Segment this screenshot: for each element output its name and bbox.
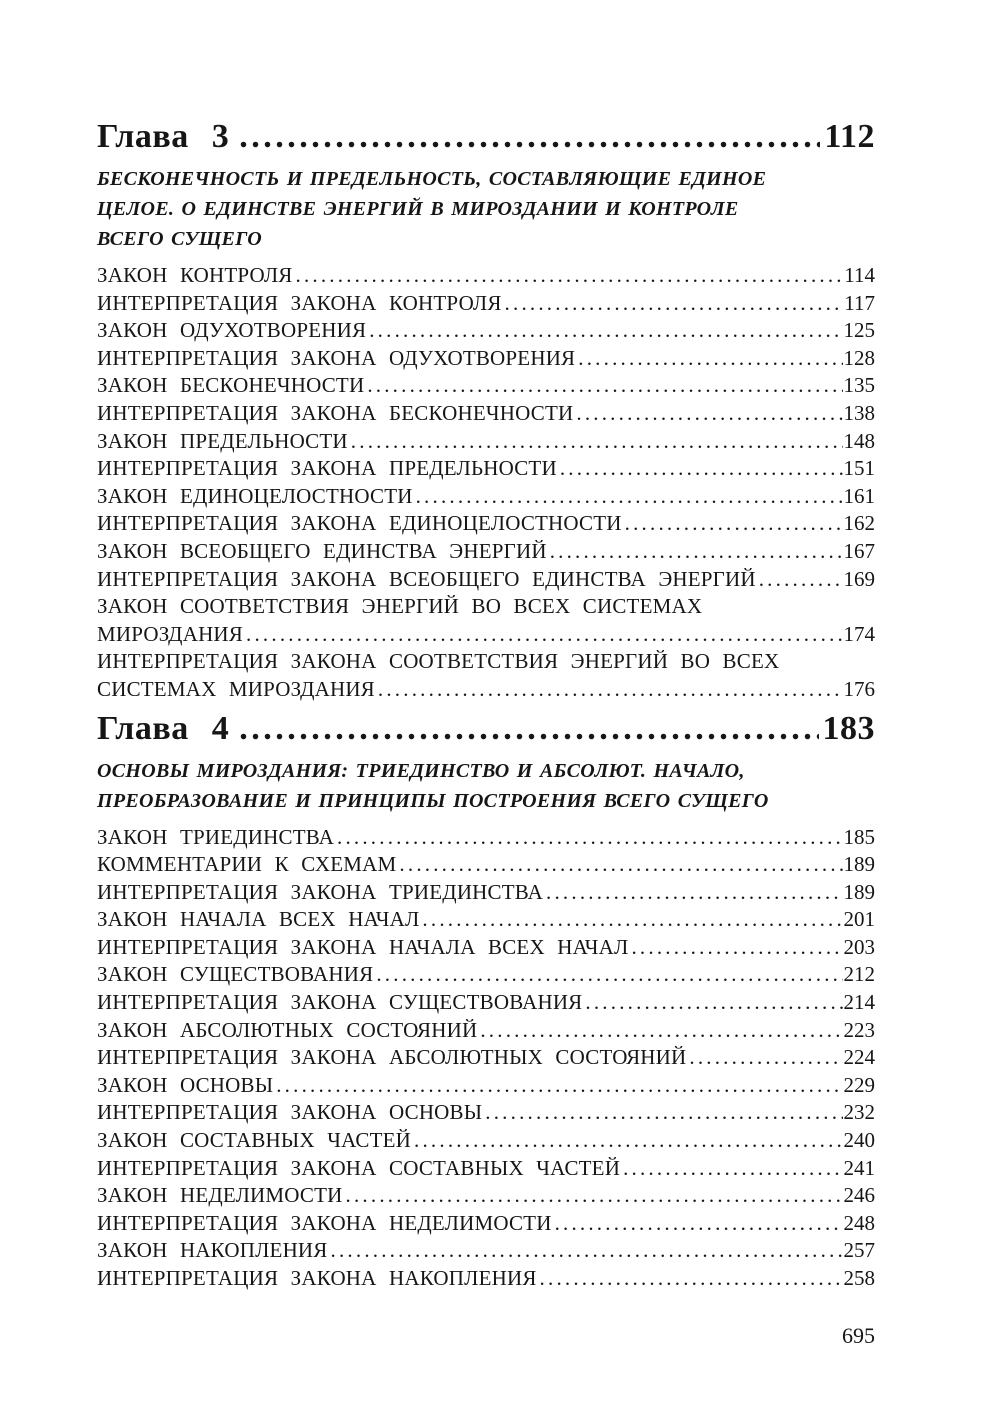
toc-entry-line — [97, 961, 875, 989]
toc-entry-title: ИНТЕРПРЕТАЦИЯ ЗАКОНА ОСНОВЫ — [97, 1100, 483, 1125]
toc-chapter-section — [97, 710, 875, 1293]
toc-entry-line — [97, 428, 875, 456]
toc-entry-line — [97, 1017, 875, 1045]
toc-entry-page-number: 185 — [843, 824, 875, 849]
dot-leader — [246, 621, 842, 649]
chapter-subtitle — [97, 756, 875, 816]
entry-list — [97, 262, 875, 704]
toc-entry-line — [97, 851, 875, 879]
toc-entry-page-number: 257 — [843, 1238, 875, 1263]
toc-entry-title: ИНТЕРПРЕТАЦИЯ ЗАКОНА СООТВЕТСТВИЯ ЭНЕРГИЙ ВО ВСЕХ — [97, 649, 780, 674]
toc-entry-title: ЗАКОН ПРЕДЕЛЬНОСТИ — [97, 428, 348, 453]
dot-leader — [576, 400, 842, 428]
toc-entry-line — [97, 566, 875, 594]
toc-entry-line — [97, 1265, 875, 1293]
toc-entry-line — [97, 879, 875, 907]
dot-leader — [276, 1072, 842, 1100]
toc-entry-line — [97, 290, 875, 318]
dot-leader — [555, 1210, 843, 1238]
toc-entry-line — [97, 1072, 875, 1100]
toc-entry-page-number: 189 — [843, 852, 875, 877]
toc-entry-title: ЗАКОН НАЧАЛА ВСЕХ НАЧАЛ — [97, 907, 420, 932]
toc-entry-page-number: 240 — [843, 1128, 875, 1153]
toc-entry-line — [97, 345, 875, 373]
dot-leader — [623, 1155, 842, 1183]
toc-entry-page-number: 128 — [843, 345, 875, 370]
toc-entry-page-number: 232 — [843, 1100, 875, 1125]
toc-entry-page-number: 125 — [843, 318, 875, 343]
dot-leader — [296, 262, 844, 290]
toc-entry-line — [97, 1127, 875, 1155]
toc-entry-title: ИНТЕРПРЕТАЦИЯ ЗАКОНА СОСТАВНЫХ ЧАСТЕЙ — [97, 1155, 621, 1180]
toc-entry-title: ИНТЕРПРЕТАЦИЯ ЗАКОНА НАЧАЛА ВСЕХ НАЧАЛ — [97, 934, 629, 959]
toc-entry-page-number: 151 — [843, 456, 875, 481]
toc-entry-title: ЗАКОН ОСНОВЫ — [97, 1072, 274, 1097]
dot-leader — [689, 1044, 842, 1072]
chapter-heading — [97, 118, 875, 156]
toc-entry-line — [97, 1210, 875, 1238]
toc-entry-page-number: 169 — [843, 566, 875, 591]
chapter-title: Глава 4 — [97, 709, 230, 747]
toc-chapter-section — [97, 118, 875, 704]
toc-entry-title: ЗАКОН СООТВЕТСТВИЯ ЭНЕРГИЙ ВО ВСЕХ СИСТЕМАХ — [97, 594, 703, 619]
toc-entry-page-number: 223 — [843, 1017, 875, 1042]
toc-entry-line — [97, 400, 875, 428]
toc-entry-line — [97, 372, 875, 400]
toc-entry-page-number: 135 — [843, 373, 875, 398]
toc-entry-page-number: 248 — [843, 1210, 875, 1235]
toc-entry-page-number: 161 — [843, 483, 875, 508]
toc-entry-title: ЗАКОН НЕДЕЛИМОСТИ — [97, 1183, 343, 1208]
toc-entry-page-number: 148 — [843, 428, 875, 453]
table-of-contents — [97, 118, 875, 1299]
dot-leader — [422, 906, 842, 934]
toc-entry-line — [97, 1237, 875, 1265]
dot-leader — [369, 317, 842, 345]
dot-leader — [546, 879, 842, 907]
dot-leader — [505, 290, 844, 318]
toc-entry-line — [97, 510, 875, 538]
toc-entry-page-number: 201 — [843, 907, 875, 932]
toc-entry-page-number: 176 — [843, 676, 875, 701]
dot-leader — [585, 989, 842, 1017]
chapter-title: Глава 3 — [97, 118, 230, 155]
subtitle-line: ПРЕОБРАЗОВАНИЕ И ПРИНЦИПЫ ПОСТРОЕНИЯ ВСЕГО СУЩЕГО — [97, 789, 769, 812]
dot-leader — [367, 372, 842, 400]
chapter-subtitle — [97, 164, 875, 254]
toc-entry-page-number: 212 — [843, 962, 875, 987]
dot-leader — [239, 118, 820, 156]
toc-entry-title: МИРОЗДАНИЯ — [97, 621, 244, 646]
toc-entry-title: ИНТЕРПРЕТАЦИЯ ЗАКОНА НАКОПЛЕНИЯ — [97, 1266, 537, 1290]
toc-entry-title: КОММЕНТАРИИ К СХЕМАМ — [97, 852, 397, 877]
subtitle-line: БЕСКОНЕЧНОСТЬ И ПРЕДЕЛЬНОСТЬ, СОСТАВЛЯЮЩИЕ ЕДИНОЕ — [97, 168, 767, 190]
toc-entry-title: ИНТЕРПРЕТАЦИЯ ЗАКОНА ТРИЕДИНСТВА — [97, 879, 544, 904]
toc-entry-line — [97, 455, 875, 483]
dot-leader — [239, 710, 818, 748]
toc-entry-title: СИСТЕМАХ МИРОЗДАНИЯ — [97, 676, 375, 701]
dot-leader — [631, 934, 842, 962]
toc-entry-line — [97, 483, 875, 511]
dot-leader — [346, 1182, 843, 1210]
toc-entry-page-number: 203 — [843, 934, 875, 959]
toc-entry-page-number: 167 — [843, 538, 875, 563]
toc-entry-page-number: 138 — [843, 400, 875, 425]
dot-leader — [337, 824, 843, 852]
toc-entry-line — [97, 1155, 875, 1183]
toc-entry-title: ИНТЕРПРЕТАЦИЯ ЗАКОНА БЕСКОНЕЧНОСТИ — [97, 400, 574, 425]
toc-entry-page-number: 224 — [843, 1045, 875, 1070]
toc-entry-title: ЗАКОН СУЩЕСТВОВАНИЯ — [97, 962, 374, 987]
toc-entry-title: ЗАКОН ВСЕОБЩЕГО ЕДИНСТВА ЭНЕРГИЙ — [97, 538, 547, 563]
toc-entry-line — [97, 934, 875, 962]
toc-entry-title: ЗАКОН ТРИЕДИНСТВА — [97, 824, 334, 849]
toc-entry-title: ЗАКОН ОДУХОТВОРЕНИЯ — [97, 318, 367, 343]
subtitle-line: ВСЕГО СУЩЕГО — [97, 228, 263, 250]
toc-entry-line — [97, 1044, 875, 1072]
dot-leader — [414, 1127, 842, 1155]
toc-entry-title: ЗАКОН БЕСКОНЕЧНОСТИ — [97, 373, 365, 398]
toc-entry-title: ИНТЕРПРЕТАЦИЯ ЗАКОНА КОНТРОЛЯ — [97, 290, 502, 315]
dot-leader — [351, 428, 843, 456]
toc-entry-title: ИНТЕРПРЕТАЦИЯ ЗАКОНА ЕДИНОЦЕЛОСТНОСТИ — [97, 511, 622, 536]
dot-leader — [376, 961, 842, 989]
toc-entry-page-number: 258 — [843, 1266, 875, 1290]
toc-entry-title: ЗАКОН КОНТРОЛЯ — [97, 263, 293, 287]
chapter-page-number: 183 — [822, 709, 875, 747]
toc-entry-title: ИНТЕРПРЕТАЦИЯ ЗАКОНА НЕДЕЛИМОСТИ — [97, 1210, 552, 1235]
dot-leader — [550, 538, 843, 566]
toc-entry-title: ЗАКОН НАКОПЛЕНИЯ — [97, 1238, 328, 1263]
dot-leader — [759, 566, 843, 594]
toc-entry-line — [97, 538, 875, 566]
toc-entry-line — [97, 593, 875, 621]
toc-entry-page-number: 189 — [843, 879, 875, 904]
toc-entry-title: ИНТЕРПРЕТАЦИЯ ЗАКОНА ОДУХОТВОРЕНИЯ — [97, 345, 576, 370]
toc-entry-line — [97, 1182, 875, 1210]
toc-entry-line — [97, 989, 875, 1017]
dot-leader — [378, 676, 843, 704]
dot-leader — [416, 483, 843, 511]
toc-entry-title: ИНТЕРПРЕТАЦИЯ ЗАКОНА ВСЕОБЩЕГО ЕДИНСТВА ЭНЕРГИЙ — [97, 566, 756, 591]
toc-entry-line — [97, 1099, 875, 1127]
toc-entry-line — [97, 676, 875, 704]
toc-entry-page-number: 214 — [843, 990, 875, 1015]
toc-entry-line — [97, 621, 875, 649]
dot-leader — [331, 1237, 843, 1265]
folio-page-number: 695 — [842, 1323, 875, 1348]
dot-leader — [560, 455, 843, 483]
toc-entry-line — [97, 262, 875, 290]
toc-entry-title: ЗАКОН АБСОЛЮТНЫХ СОСТОЯНИЙ — [97, 1017, 478, 1042]
dot-leader — [485, 1099, 842, 1127]
dot-leader — [480, 1017, 842, 1045]
toc-entry-page-number: 246 — [843, 1183, 875, 1208]
entry-list — [97, 824, 875, 1293]
toc-entry-page-number: 114 — [844, 263, 875, 287]
toc-entry-title: ИНТЕРПРЕТАЦИЯ ЗАКОНА ПРЕДЕЛЬНОСТИ — [97, 456, 557, 481]
chapter-heading — [97, 710, 875, 748]
toc-entry-page-number: 241 — [843, 1155, 875, 1180]
toc-entry-page-number: 229 — [843, 1072, 875, 1097]
toc-entry-line — [97, 648, 875, 676]
subtitle-line: ОСНОВЫ МИРОЗДАНИЯ: ТРИЕДИНСТВО И АБСОЛЮТ. НАЧАЛО, — [97, 759, 745, 782]
toc-entry-line — [97, 906, 875, 934]
toc-entry-page-number: 162 — [843, 511, 875, 536]
chapter-page-number: 112 — [824, 118, 875, 155]
toc-entry-line — [97, 824, 875, 852]
toc-entry-page-number: 174 — [843, 621, 875, 646]
subtitle-line: ЦЕЛОЕ. О ЕДИНСТВЕ ЭНЕРГИЙ В МИРОЗДАНИИ И КОНТРОЛЕ — [97, 198, 739, 220]
dot-leader — [578, 345, 842, 373]
toc-entry-title: ИНТЕРПРЕТАЦИЯ ЗАКОНА СУЩЕСТВОВАНИЯ — [97, 990, 583, 1015]
toc-entry-title: ЗАКОН ЕДИНОЦЕЛОСТНОСТИ — [97, 483, 413, 508]
dot-leader — [399, 851, 842, 879]
toc-entry-page-number: 117 — [844, 290, 875, 315]
dot-leader — [540, 1265, 843, 1293]
toc-entry-title: ИНТЕРПРЕТАЦИЯ ЗАКОНА АБСОЛЮТНЫХ СОСТОЯНИЙ — [97, 1045, 687, 1070]
toc-entry-line — [97, 317, 875, 345]
dot-leader — [625, 510, 843, 538]
toc-entry-title: ЗАКОН СОСТАВНЫХ ЧАСТЕЙ — [97, 1128, 412, 1153]
